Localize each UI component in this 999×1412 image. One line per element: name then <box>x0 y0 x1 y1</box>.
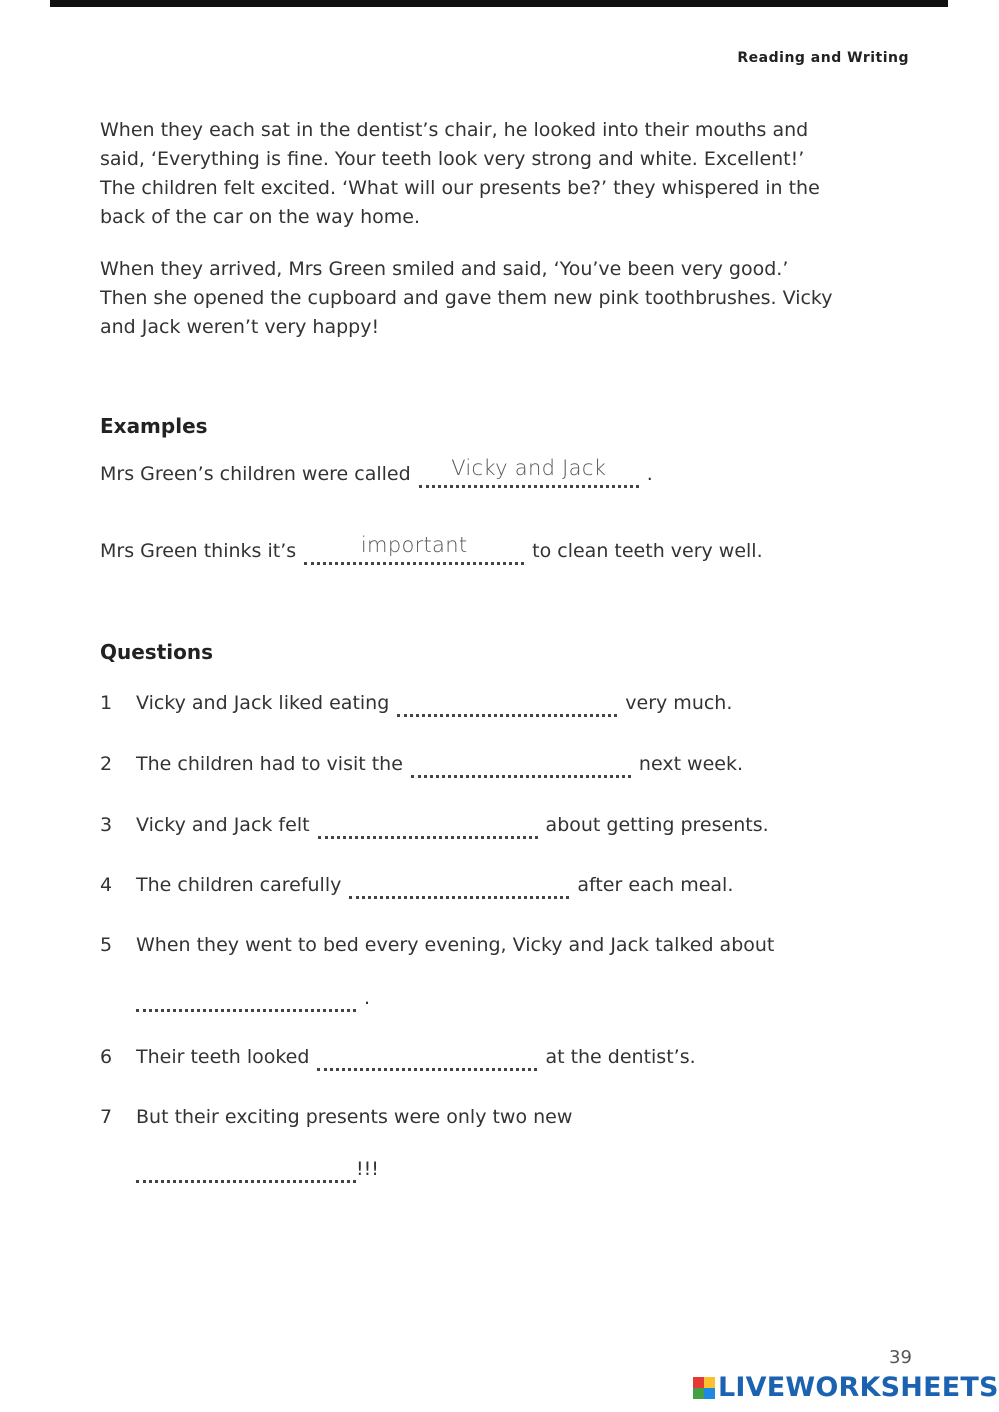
question-4-text: The children carefully <box>136 874 342 896</box>
question-4 <box>100 871 733 899</box>
question-6-after: at the dentist’s. <box>545 1046 696 1068</box>
example-2-text: Mrs Green thinks it’s <box>100 540 297 562</box>
question-5 <box>100 931 774 959</box>
question-2-number: 2 <box>100 753 113 775</box>
questions-heading: Questions <box>100 640 214 664</box>
question-7 <box>100 1103 572 1131</box>
example-1 <box>100 456 653 488</box>
example-1-text: Mrs Green’s children were called <box>100 463 411 485</box>
question-6-text: Their teeth looked <box>136 1046 310 1068</box>
example-2-answer: important <box>360 533 468 557</box>
question-4-number: 4 <box>100 874 113 896</box>
question-2 <box>100 750 743 778</box>
question-7-after: !!! <box>356 1158 379 1180</box>
liveworksheets-logo[interactable] <box>693 1372 999 1403</box>
example-2-after: to clean teeth very well. <box>532 540 763 562</box>
examples-heading: Examples <box>100 414 208 438</box>
example-1-after: . <box>646 463 653 485</box>
example-1-answer: Vicky and Jack <box>451 456 607 480</box>
top-border-bar <box>50 0 948 7</box>
question-2-after: next week. <box>638 753 744 775</box>
question-6-number: 6 <box>100 1046 113 1068</box>
question-5-answer-input[interactable] <box>136 985 356 1012</box>
question-5-number: 5 <box>100 934 113 956</box>
question-3 <box>100 811 769 839</box>
question-7-number: 7 <box>100 1106 113 1128</box>
page-number: 39 <box>889 1347 912 1368</box>
question-4-answer-input[interactable] <box>349 872 569 899</box>
question-1-answer-input[interactable] <box>397 690 617 717</box>
question-5-answer-line <box>128 984 370 1012</box>
question-6-answer-input[interactable] <box>317 1044 537 1071</box>
example-1-answer-blank <box>419 456 639 488</box>
question-3-answer-input[interactable] <box>318 812 538 839</box>
question-4-after: after each meal. <box>577 874 734 896</box>
question-7-answer-input[interactable] <box>136 1156 356 1183</box>
liveworksheets-brand-text: LIVEWORKSHEETS <box>718 1372 999 1403</box>
question-3-number: 3 <box>100 814 113 836</box>
question-2-answer-input[interactable] <box>411 751 631 778</box>
story-paragraph-1: When they each sat in the dentist’s chair, he looked into their mouths and said, ‘Everything is fine. Your teeth look very strong and white. Excellent!’ The children felt excited. ‘What will our presents be?’ they whispered in the back of the car on the way home. <box>100 119 820 228</box>
section-header: Reading and Writing <box>737 50 909 66</box>
question-6 <box>100 1043 696 1071</box>
question-1-after: very much. <box>625 692 733 714</box>
example-2 <box>100 533 763 565</box>
question-1-number: 1 <box>100 692 113 714</box>
question-7-answer-line <box>128 1155 379 1183</box>
liveworksheets-grid-icon <box>693 1377 715 1399</box>
question-2-text: The children had to visit the <box>136 753 403 775</box>
question-1-text: Vicky and Jack liked eating <box>136 692 390 714</box>
question-5-after: . <box>364 987 371 1009</box>
question-3-text: Vicky and Jack felt <box>136 814 310 836</box>
example-2-answer-blank <box>304 533 524 565</box>
question-1 <box>100 689 732 717</box>
question-5-text: When they went to bed every evening, Vicky and Jack talked about <box>136 934 775 956</box>
story-paragraph-2: When they arrived, Mrs Green smiled and said, ‘You’ve been very good.’ Then she opened the cupboard and gave them new pink toothbrushes. Vicky and Jack weren’t very happy! <box>100 258 833 338</box>
question-7-text: But their exciting presents were only two new <box>136 1106 573 1128</box>
question-3-after: about getting presents. <box>545 814 769 836</box>
